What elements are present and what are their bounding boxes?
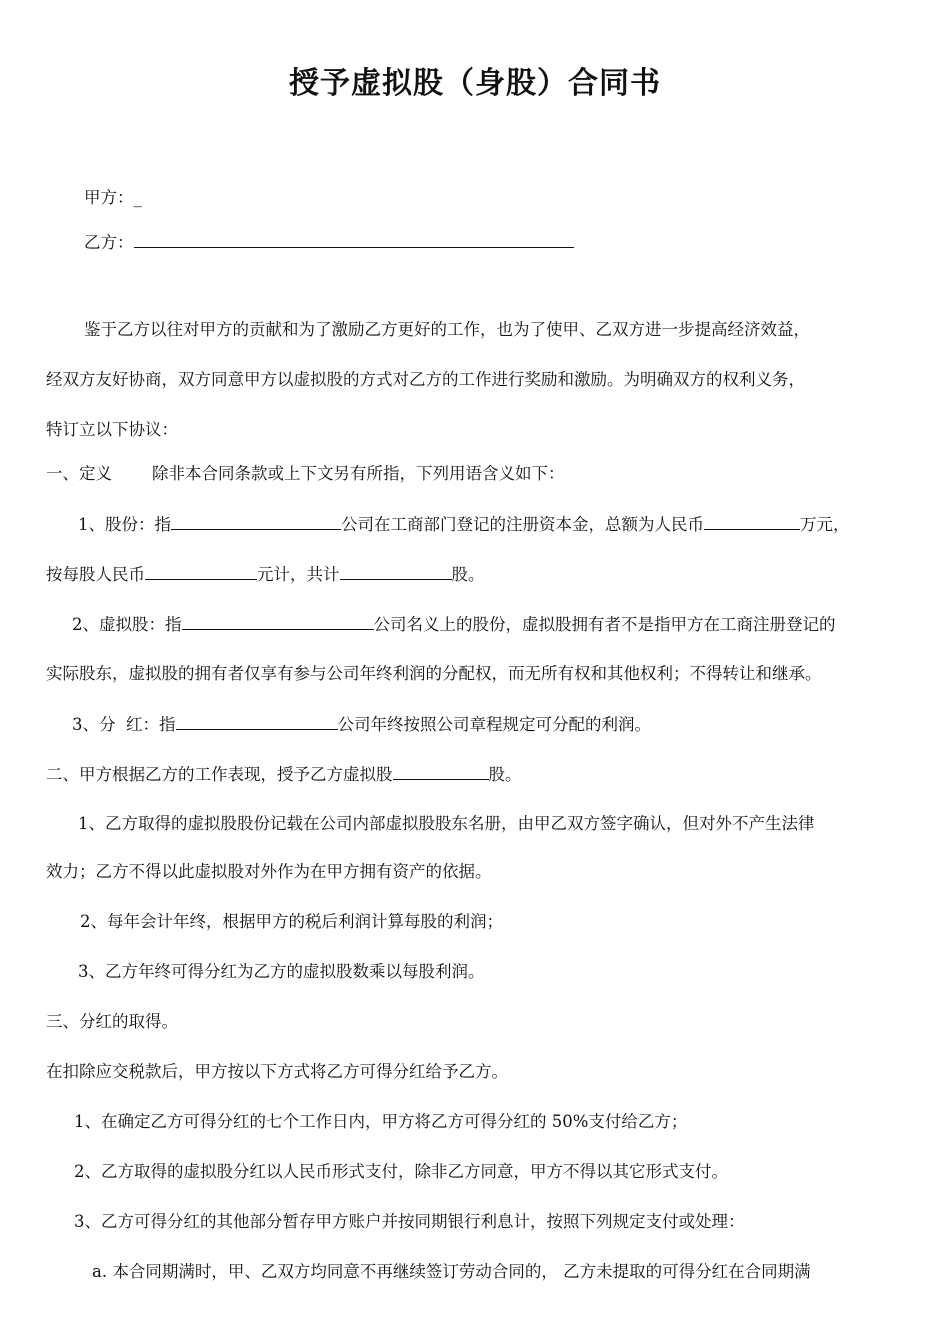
definition-1-line-1 xyxy=(78,512,850,537)
section-2-item-2: 2、每年会计年终，根据甲方的税后利润计算每股的利润； xyxy=(80,912,503,931)
section-2-item-1-line-1: 1、乙方取得的虚拟股股份记载在公司内部虚拟股股东名册，由甲乙双方签字确认，但对外不产生法律 xyxy=(78,814,815,833)
total-shares-blank xyxy=(340,562,452,580)
section-3-heading: 三、分红的取得。 xyxy=(46,1012,178,1031)
section-1-intro: 除非本合同条款或上下文另有所指，下列用语含义如下： xyxy=(152,464,565,483)
section-3-item-3: 3、乙方可得分红的其他部分暂存甲方账户并按同期银行利息计，按照下列规定支付或处理： xyxy=(74,1212,745,1231)
party-b-line xyxy=(84,230,574,255)
definition-1-text-e: 元计，共计 xyxy=(257,565,340,584)
section-3-intro: 在扣除应交税款后，甲方按以下方式将乙方可得分红给予乙方。 xyxy=(46,1062,508,1081)
definition-3-line xyxy=(72,712,651,737)
definition-3-text-b: 公司年终按照公司章程规定可分配的利润。 xyxy=(337,715,651,734)
definition-1-text-b: 公司在工商部门登记的注册资本金，总额为人民币 xyxy=(341,515,704,534)
definition-2-text-b: 公司名义上的股份，虚拟股拥有者不是指甲方在工商注册登记的 xyxy=(373,615,836,634)
preamble-line-1: 鉴于乙方以往对甲方的贡献和为了激励乙方更好的工作，也为了使甲、乙双方进一步提高经济效益， xyxy=(84,320,810,339)
definition-2-line-2: 实际股东，虚拟股的拥有者仅享有参与公司年终利润的分配权，而无所有权和其他权利；不得转让和继承。 xyxy=(46,664,822,683)
definition-2-text-a: 2、虚拟股：指 xyxy=(72,615,182,634)
definition-1-text-a: 1、股份：指 xyxy=(78,515,171,534)
section-2-item-1-line-2: 效力；乙方不得以此虚拟股对外作为在甲方拥有资产的依据。 xyxy=(46,862,492,881)
definition-3-text-a: 3、分 红：指 xyxy=(72,715,176,734)
definition-1-text-c: 万元， xyxy=(800,515,850,534)
capital-amount-blank xyxy=(704,512,800,530)
section-3-item-a: a. 本合同期满时，甲、乙双方均同意不再继续签订劳动合同的， 乙方未提取的可得分红在合同期满 xyxy=(92,1262,811,1281)
price-per-share-blank xyxy=(145,562,257,580)
section-2-heading-a: 二、甲方根据乙方的工作表现，授予乙方虚拟股 xyxy=(46,765,393,784)
party-a-value: _ xyxy=(133,188,142,207)
preamble-line-2: 经双方友好协商，双方同意甲方以虚拟股的方式对乙方的工作进行奖励和激励。为明确双方的权利义务， xyxy=(46,370,805,389)
party-b-label: 乙方： xyxy=(84,233,134,252)
definition-1-line-2 xyxy=(46,562,485,587)
section-3-item-1: 1、在确定乙方可得分红的七个工作日内，甲方将乙方可得分红的 50%支付给乙方； xyxy=(74,1112,688,1131)
preamble-line-3: 特订立以下协议： xyxy=(46,420,178,439)
section-1-heading-line xyxy=(46,462,565,486)
granted-shares-blank xyxy=(393,762,489,780)
party-a-line xyxy=(84,186,142,210)
section-2-item-3: 3、乙方年终可得分红为乙方的虚拟股数乘以每股利润。 xyxy=(78,962,485,981)
definition-1-text-d: 按每股人民币 xyxy=(46,565,145,584)
section-1-heading: 一、定义 xyxy=(46,464,112,483)
section-3-item-2: 2、乙方取得的虚拟股分红以人民币形式支付，除非乙方同意，甲方不得以其它形式支付。 xyxy=(74,1162,728,1181)
party-b-blank xyxy=(134,230,574,248)
party-a-label: 甲方： xyxy=(84,188,134,207)
company-name-blank xyxy=(171,512,341,530)
company-name-blank-3 xyxy=(176,712,338,730)
company-name-blank-2 xyxy=(182,612,374,630)
section-2-heading-b: 股。 xyxy=(488,765,522,784)
document-title: 授予虚拟股（身股）合同书 xyxy=(289,66,661,101)
section-2-heading-line xyxy=(46,762,522,787)
definition-1-text-f: 股。 xyxy=(451,565,485,584)
definition-2-line-1 xyxy=(72,612,836,637)
